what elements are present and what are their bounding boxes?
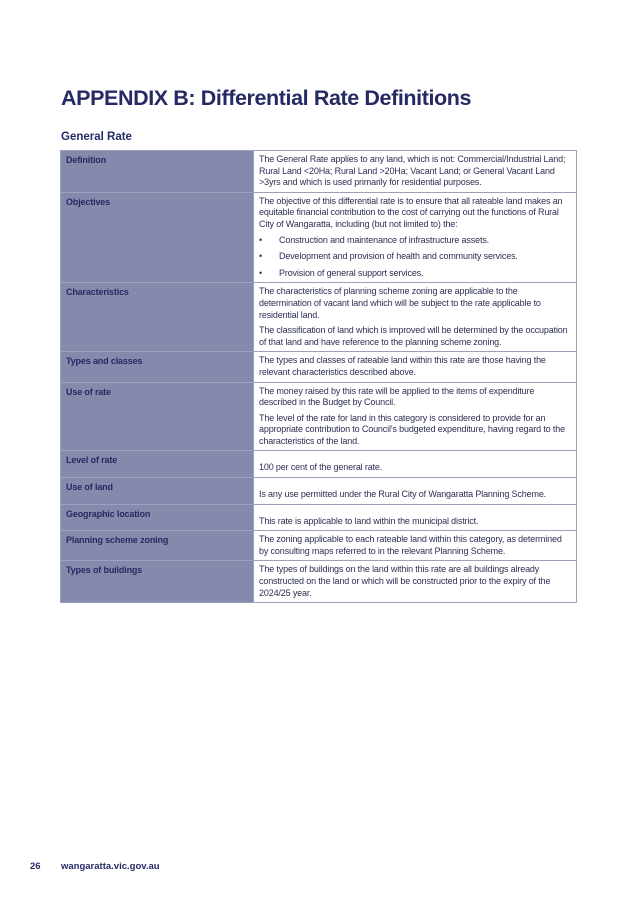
list-item-text: Provision of general support services.	[279, 267, 424, 278]
table-row	[61, 192, 577, 283]
row-label-objectives: Objectives	[61, 192, 254, 283]
bullet-icon: •	[259, 251, 263, 262]
table-row	[61, 451, 577, 478]
row-value-characteristics	[254, 283, 577, 352]
section-title: General Rate	[61, 131, 132, 143]
bullet-icon: •	[259, 267, 263, 278]
row-label-types-and-classes: Types and classes	[61, 352, 254, 382]
row-value-use-of-rate	[254, 382, 577, 451]
types-of-buildings-text: The types of buildings on the land within this rate are all buildings already constructed on the land or which will be constructed prior to the expiry of the 2024/25 year.	[259, 564, 551, 598]
row-value-types-and-classes	[254, 352, 577, 382]
page-number: 26	[30, 861, 41, 872]
list-item	[259, 251, 571, 263]
objectives-text: The objective of this differential rate is to ensure that all rateable land makes an equitable financial contribution to the cost of carrying out the functions of Rural City of Wangaratta, including (but not limited to) the:	[259, 195, 563, 229]
characteristics-text: The classification of land which is improved will be determined by the occupation of that land and have reference to the planning scheme zoning.	[259, 325, 568, 347]
use-of-rate-text: The money raised by this rate will be applied to the items of expenditure described in the Budget by Council.	[259, 385, 535, 408]
page-footer	[30, 861, 160, 872]
row-label-planning-scheme-zoning: Planning scheme zoning	[61, 531, 254, 561]
row-label-use-of-rate: Use of rate	[61, 382, 254, 451]
row-label-geographic-location: Geographic location	[61, 504, 254, 531]
row-label-types-of-buildings: Types of buildings	[61, 561, 254, 603]
table-row	[61, 531, 577, 561]
geographic-location-text: This rate is applicable to land within the municipal district.	[259, 515, 479, 526]
use-of-land-text: Is any use permitted under the Rural City of Wangaratta Planning Scheme.	[259, 489, 547, 500]
row-value-types-of-buildings	[254, 561, 577, 603]
row-value-definition	[254, 151, 577, 193]
row-label-use-of-land: Use of land	[61, 478, 254, 505]
row-value-level-of-rate	[254, 451, 577, 478]
table-row	[61, 504, 577, 531]
bullet-icon: •	[259, 234, 263, 245]
planning-scheme-zoning-text: The zoning applicable to each rateable land within this category, as determined by consulting maps referred to in the relevant Planning Scheme.	[259, 534, 562, 556]
types-and-classes-text: The types and classes of rateable land within this rate are those having the relevant characteristics described above.	[259, 355, 546, 377]
list-item	[259, 235, 571, 247]
objectives-list	[259, 235, 571, 280]
table-row	[61, 561, 577, 603]
definition-text: The General Rate applies to any land, which is not: Commercial/Industrial Land; Rural Land <20Ha; Rural Land >20Ha; Vacant Land; or General Vacant Land >3yrs and which is used primarily for residential purposes.	[259, 154, 566, 188]
footer-website-link[interactable]: wangaratta.vic.gov.au	[61, 861, 160, 872]
list-item-text: Development and provision of health and community services.	[279, 251, 518, 262]
characteristics-text: The characteristics of planning scheme zoning are applicable to the determination of vacant land which will be subject to the rate applicable to residential land.	[259, 286, 541, 320]
row-value-planning-scheme-zoning	[254, 531, 577, 561]
table-row	[61, 283, 577, 352]
list-item-text: Construction and maintenance of infrastructure assets.	[279, 234, 490, 245]
level-of-rate-text: 100 per cent of the general rate.	[259, 462, 383, 473]
row-label-definition: Definition	[61, 151, 254, 193]
rate-definitions-table	[60, 150, 577, 603]
page-title: APPENDIX B: Differential Rate Definitions	[61, 86, 472, 110]
list-item	[259, 268, 571, 280]
table-row	[61, 151, 577, 193]
table-row	[61, 382, 577, 451]
row-label-level-of-rate: Level of rate	[61, 451, 254, 478]
row-label-characteristics: Characteristics	[61, 283, 254, 352]
table-row	[61, 352, 577, 382]
row-value-use-of-land	[254, 478, 577, 505]
row-value-objectives	[254, 192, 577, 283]
row-value-geographic-location	[254, 504, 577, 531]
use-of-rate-text: The level of the rate for land in this category is considered to provide for an appropriate contribution to Council's budgeted expenditure, having regard to the characteristics of the land.	[259, 412, 565, 446]
table-row	[61, 478, 577, 505]
